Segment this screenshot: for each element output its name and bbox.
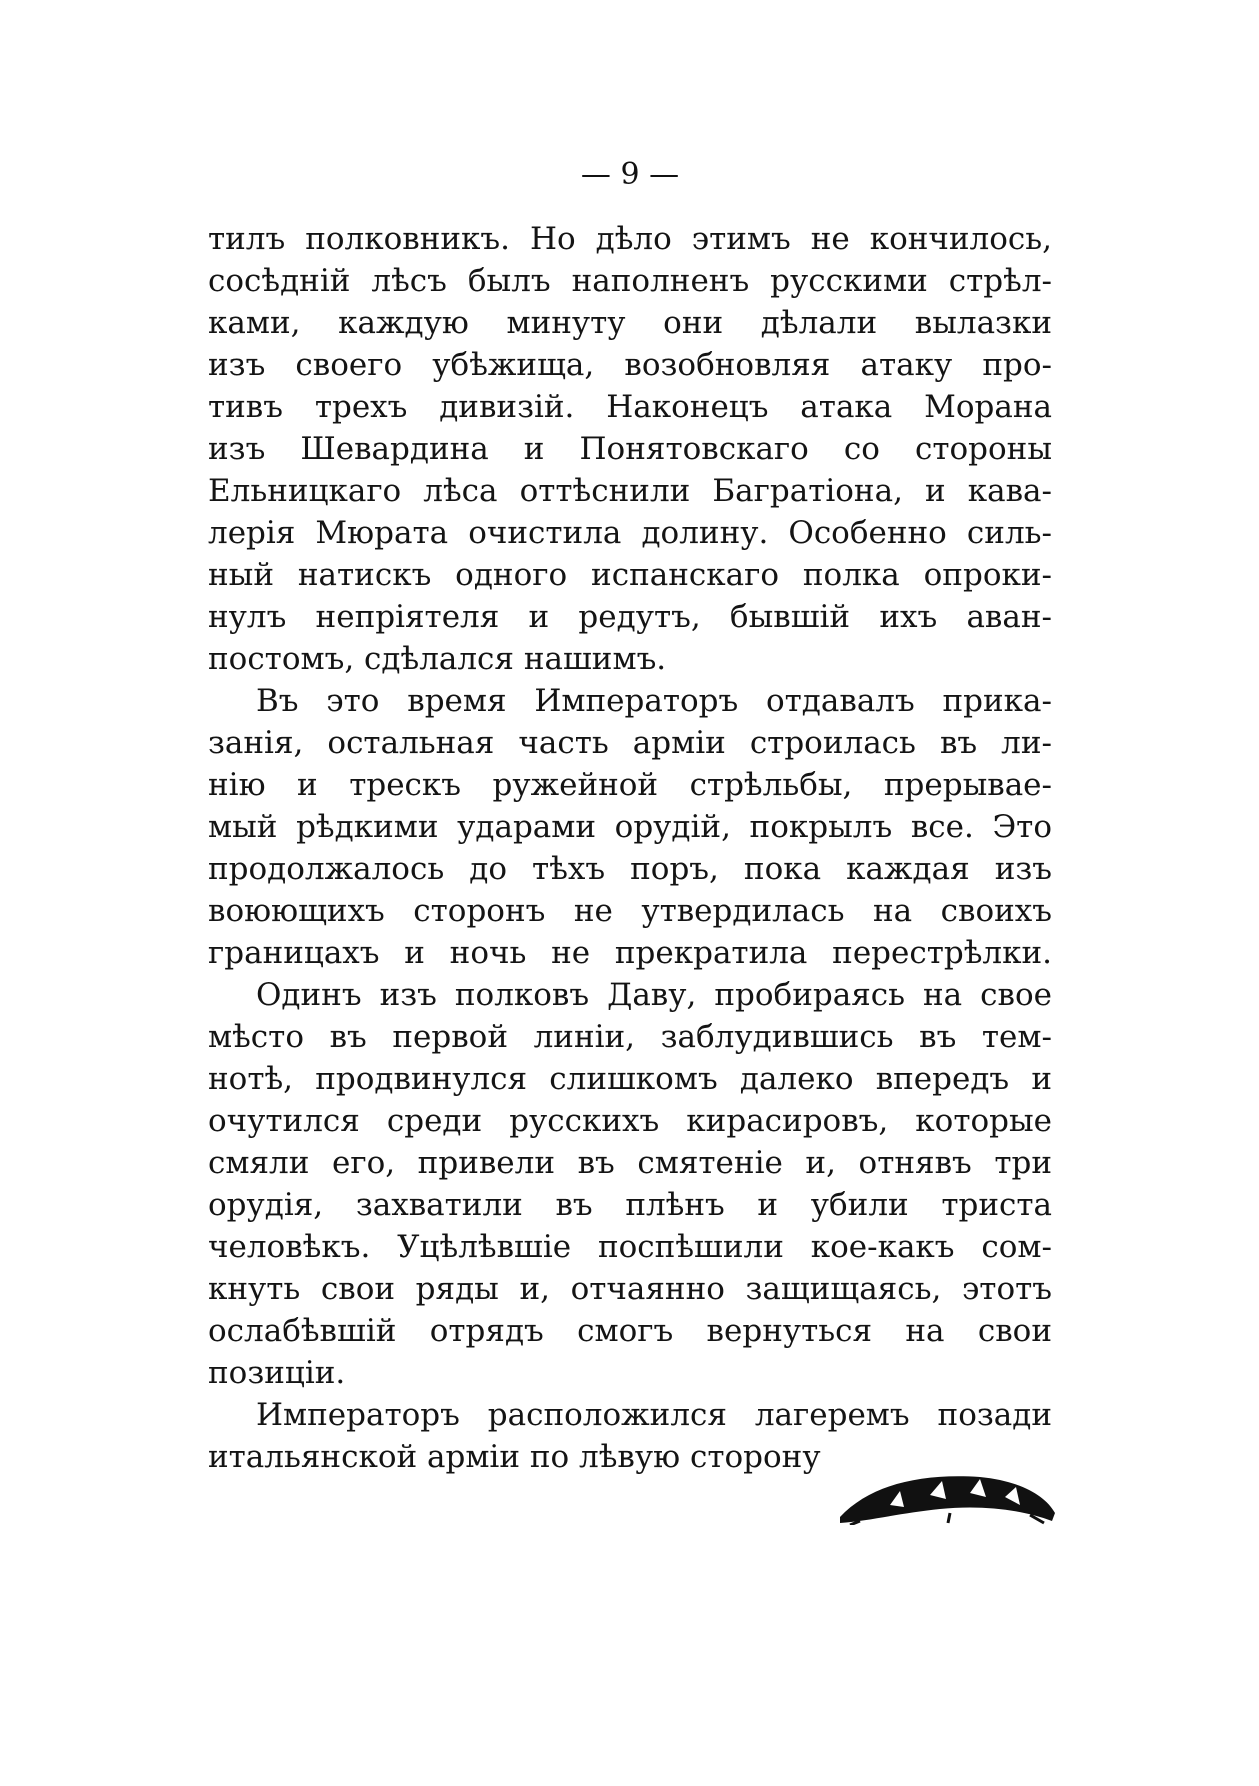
text-line: продолжалось до тѣхъ поръ, пока каждая изъ: [208, 851, 1052, 887]
text-line: ками, каждую минуту они дѣлали вылазки: [208, 305, 1052, 341]
body-text: [208, 218, 1052, 1478]
text-line: мѣсто въ первой линiи, заблудившись въ тем-: [208, 1019, 1052, 1055]
page-number: — 9 —: [580, 157, 680, 192]
text-line: мый рѣдкими ударами орудiй, покрылъ все. Это: [208, 809, 1052, 845]
text-line: итальянской армiи по лѣвую сторону: [208, 1439, 821, 1475]
text-line: тилъ полковникъ. Но дѣло этимъ не кончилось,: [208, 221, 1052, 257]
text-line: Ельницкаго лѣса оттѣснили Багратiона, и кава-: [208, 473, 1052, 509]
text-line: изъ своего убѣжища, возобновляя атаку про-: [208, 347, 1052, 383]
text-line: ослабѣвшiй отрядъ смогъ вернуться на свои: [208, 1313, 1052, 1349]
text-line: занiя, остальная часть армiи строилась въ ли-: [208, 725, 1052, 761]
text-line: Одинъ изъ полковъ Даву, пробираясь на свое: [256, 977, 1052, 1013]
text-line: очутился среди русскихъ кирасировъ, которые: [208, 1103, 1052, 1139]
text-line: смяли его, привели въ смятенiе и, отнявъ три: [208, 1145, 1052, 1181]
text-line: тивъ трехъ дивизiй. Наконецъ атака Морана: [208, 389, 1052, 425]
ink-blot-mark: [830, 1465, 1060, 1525]
text-line: орудiя, захватили въ плѣнъ и убили триста: [208, 1187, 1052, 1223]
text-line: изъ Шевардина и Понятовскаго со стороны: [208, 431, 1052, 467]
text-line: сосѣднiй лѣсъ былъ наполненъ русскими стрѣл-: [208, 263, 1052, 299]
text-line: человѣкъ. Уцѣлѣвшiе поспѣшили кое-какъ сом-: [208, 1229, 1052, 1265]
text-line: позицiи.: [208, 1355, 346, 1391]
text-line: нулъ непрiятеля и редутъ, бывшiй ихъ аван-: [208, 599, 1052, 635]
text-line: воюющихъ сторонъ не утвердилась на своихъ: [208, 893, 1052, 929]
text-line: границахъ и ночь не прекратила перестрѣлки.: [208, 935, 1052, 971]
text-line: нотѣ, продвинулся слишкомъ далеко впередъ и: [208, 1061, 1052, 1097]
text-line: ный натискъ одного испанскаго полка опроки-: [208, 557, 1052, 593]
text-line: Въ это время Императоръ отдавалъ прика-: [256, 683, 1052, 719]
text-line: лерiя Мюрата очистила долину. Особенно силь-: [208, 515, 1052, 551]
text-line: постомъ, сдѣлался нашимъ.: [208, 641, 667, 677]
text-line: Императоръ расположился лагеремъ позади: [256, 1397, 1052, 1433]
text-line: нiю и трескъ ружейной стрѣльбы, прерывае-: [208, 767, 1052, 803]
text-line: кнуть свои ряды и, отчаянно защищаясь, этотъ: [208, 1271, 1052, 1307]
